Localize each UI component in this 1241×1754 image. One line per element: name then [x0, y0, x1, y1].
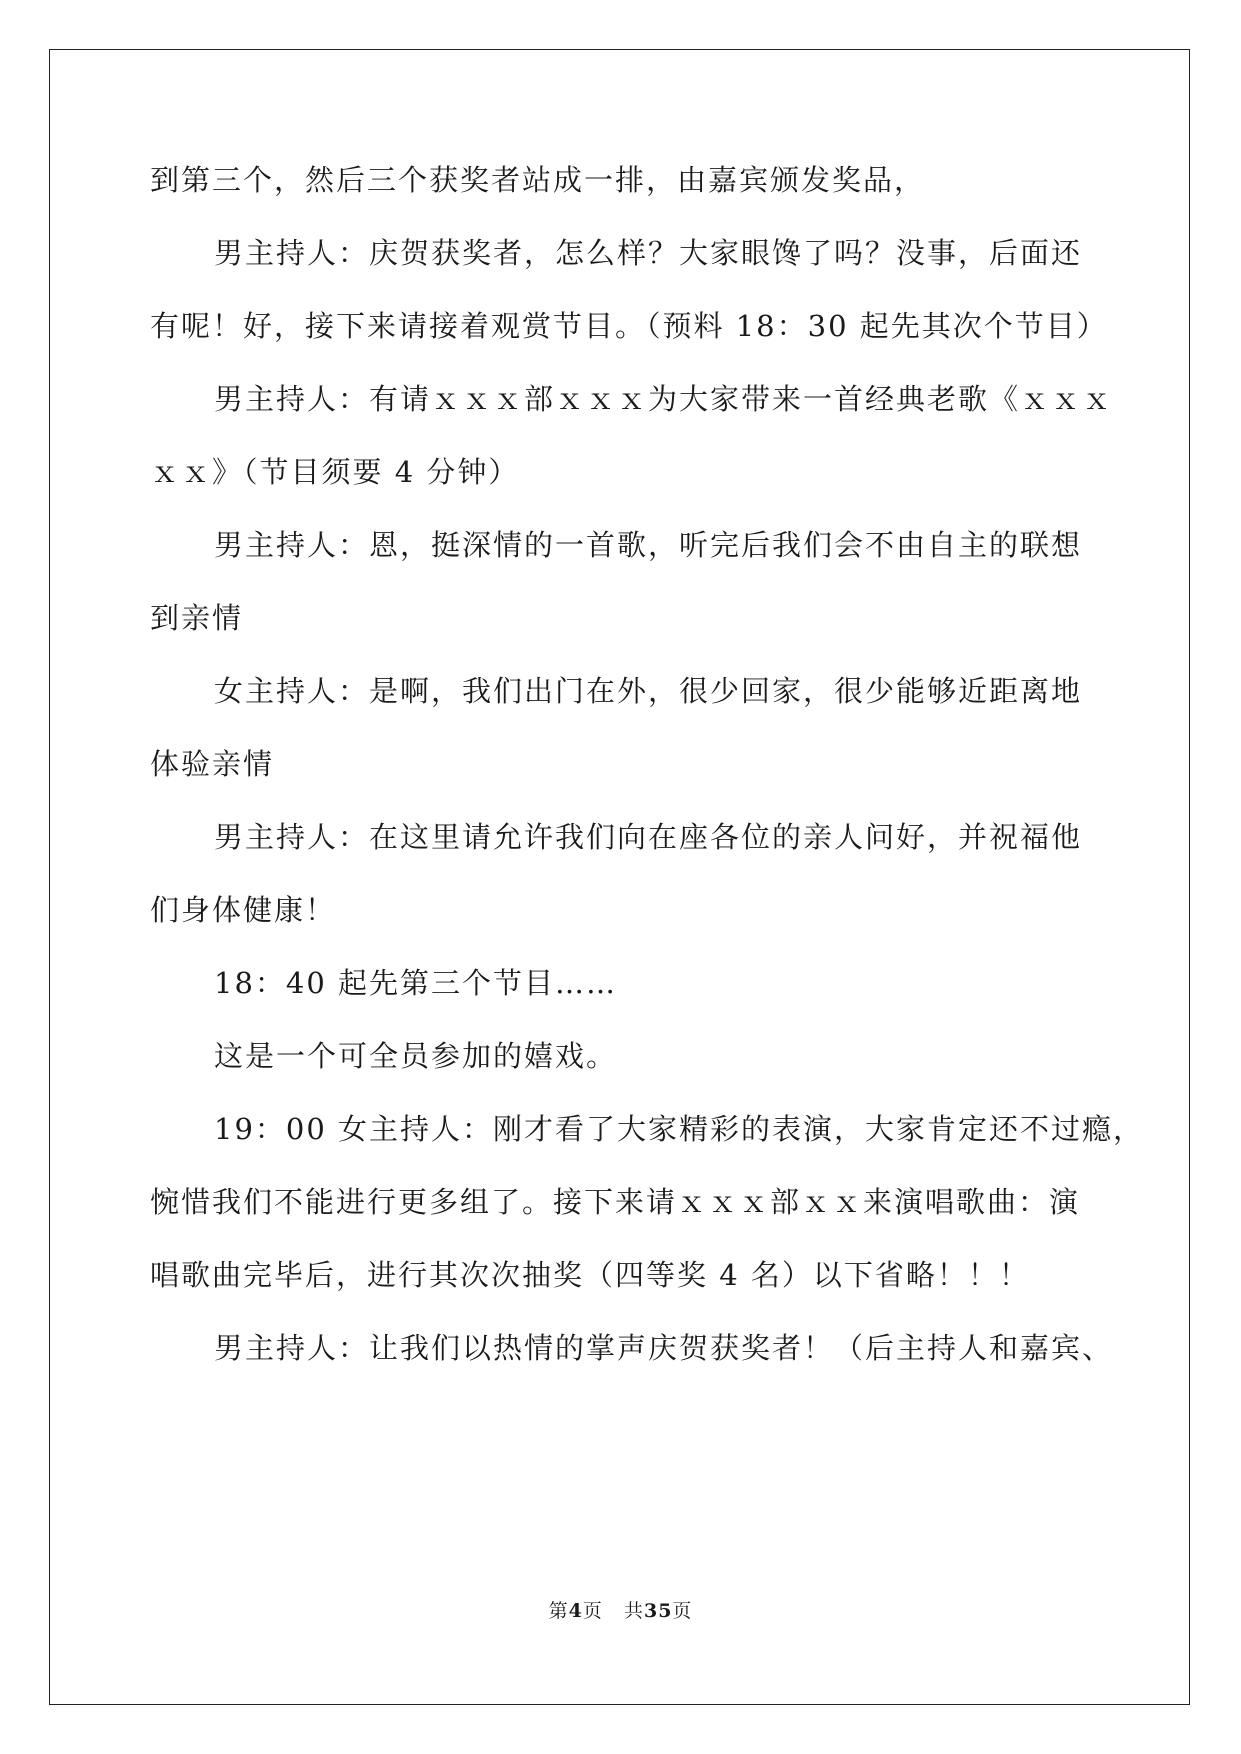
- text-line: 男主持人：有请ｘｘｘ部ｘｘｘ为大家带来一首经典老歌《ｘｘｘ: [214, 382, 1114, 416]
- text-line: 女主持人：是啊，我们出门在外，很少回家，很少能够近距离地: [214, 674, 1083, 708]
- text-line: 这是一个可全员参加的嬉戏。: [214, 1039, 618, 1073]
- text-line: 体验亲情: [150, 747, 275, 781]
- page-prefix: 第: [548, 1600, 569, 1622]
- text-line: 男主持人：庆贺获奖者，怎么样？大家眼馋了吗？没事，后面还: [214, 236, 1083, 270]
- text-line: 19：00 女主持人：刚才看了大家精彩的表演，大家肯定还不过瘾，: [214, 1112, 1145, 1146]
- text-line: 男主持人：在这里请允许我们向在座各位的亲人问好，并祝福他: [214, 820, 1083, 854]
- page-number: 4: [568, 1600, 583, 1622]
- text-line: 有呢！好，接下来请接着观赏节目。（预料 18：30 起先其次个节目）: [150, 309, 1108, 343]
- text-line: 到第三个，然后三个获奖者站成一排，由嘉宾颁发奖品，: [150, 163, 926, 197]
- page-border: [49, 49, 1190, 1705]
- text-line: 男主持人：恩，挺深情的一首歌，听完后我们会不由自主的联想: [214, 528, 1083, 562]
- page-suffix: 页: [582, 1600, 603, 1622]
- text-line: 18：40 起先第三个节目……: [214, 966, 618, 1000]
- text-line: 男主持人：让我们以热情的掌声庆贺获奖者！（后主持人和嘉宾、: [214, 1331, 1114, 1365]
- total-prefix: 共: [623, 1600, 644, 1622]
- page-footer: [0, 1596, 1241, 1623]
- text-line: 惋惜我们不能进行更多组了。接下来请ｘｘｘ部ｘｘ来演唱歌曲：演: [150, 1185, 1081, 1219]
- text-line: 们身体健康！: [150, 893, 337, 927]
- total-suffix: 页: [672, 1600, 693, 1622]
- total-pages: 35: [643, 1600, 673, 1622]
- text-line: 到亲情: [150, 601, 244, 635]
- text-line: ｘｘ》（节目须要 4 分钟）: [150, 455, 520, 489]
- text-line: 唱歌曲完毕后，进行其次次抽奖（四等奖 4 名）以下省略！！！: [150, 1258, 1030, 1292]
